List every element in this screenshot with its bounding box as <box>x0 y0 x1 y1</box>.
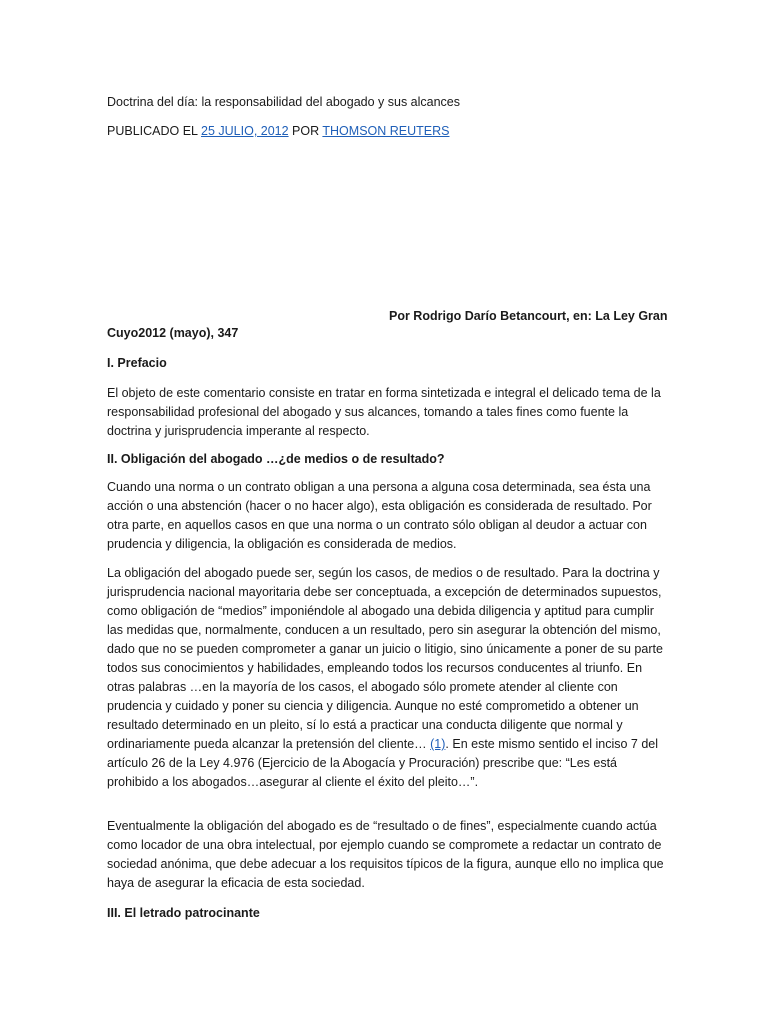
letrado-heading: III. El letrado patrocinante <box>107 906 260 920</box>
obligacion-paragraph-2 <box>107 564 667 792</box>
prefacio-paragraph <box>107 384 667 441</box>
article-title: Doctrina del día: la responsabilidad del abogado y sus alcances <box>107 95 461 109</box>
prefacio-text: El objeto de este comentario consiste en tratar en forma sintetizada e integral el delicado tema de la responsabilidad profesional del abogado y sus alcances, tomando a tales fines como fuente la doctrina y jurisprudencia imperante al respecto. <box>107 386 661 438</box>
footnote-ref-link[interactable]: (1) <box>430 737 446 751</box>
byline-line-2: Cuyo2012 (mayo), 347 <box>107 326 239 340</box>
published-line <box>107 122 449 140</box>
author-link[interactable]: THOMSON REUTERS <box>322 124 450 138</box>
obligacion-p3-text: Eventualmente la obligación del abogado es de “resultado o de fines”, especialmente cuando actúa como locador de una obra intelectual, por ejemplo cuando se compromete a redactar un contrato de sociedad anónima, que debe adecuar a los requisitos típicos de la figura, aunque ello no implica que haya de asegurar la eficacia de esta sociedad. <box>107 819 664 890</box>
published-prefix: PUBLICADO EL <box>107 124 202 138</box>
obligacion-paragraph-3 <box>107 817 667 893</box>
obligacion-heading: II. Obligación del abogado …¿de medios o de resultado? <box>107 452 445 466</box>
prefacio-heading: I. Prefacio <box>107 356 167 370</box>
obligacion-paragraph-1 <box>107 478 667 554</box>
obligacion-p2-text-b: . En este mismo sentido el inciso 7 del artículo 26 de la Ley 4.976 (Ejercicio de la Abogacía y Procuración) prescribe que: “Les está prohibido a los abogados…asegurar al cliente el éxito del pleito…”. <box>107 737 659 789</box>
published-date-link[interactable]: 25 JULIO, 2012 <box>201 124 289 138</box>
obligacion-p2-text-a: La obligación del abogado puede ser, según los casos, de medios o de resultado. Para la doctrina y jurisprudencia nacional mayoritaria debe ser conceptuada, a excepción de determinados supuestos, como obligación de “medios” imponiéndole al abogado una debida diligencia y aptitud para cumplir las medidas que, normalmente, conducen a un resultado, pero sin asegurar la obtención del mismo, dado que no se pueden comprometer a ganar un juicio o litigio, sino únicamente a poner de su parte todos sus conocimientos y habilidades, empleando todos los recursos conducentes al triunfo. En otras palabras …en la mayoría de los casos, el abogado sólo promete atender al cliente con prudencia y cuidado y poner su ciencia y diligencia. Aunque no esté comprometido a obtener un resultado determinado en un pleito, sí lo está a practicar una conducta diligente que normal y ordinariamente pueda alcanzar la pretensión del cliente… <box>107 566 663 751</box>
obligacion-p1-text: Cuando una norma o un contrato obligan a una persona a alguna cosa determinada, sea ésta una acción o una abstención (hacer o no hacer algo), esta obligación es considerada de resultado. Por otra parte, en aquellos casos en que una norma o un contrato sólo obligan al deudor a actuar con prudencia y diligencia, la obligación es considerada de medios. <box>107 480 652 551</box>
published-by: POR <box>288 124 323 138</box>
byline-line-1: Por Rodrigo Darío Betancourt, en: La Ley Gran <box>389 309 668 323</box>
